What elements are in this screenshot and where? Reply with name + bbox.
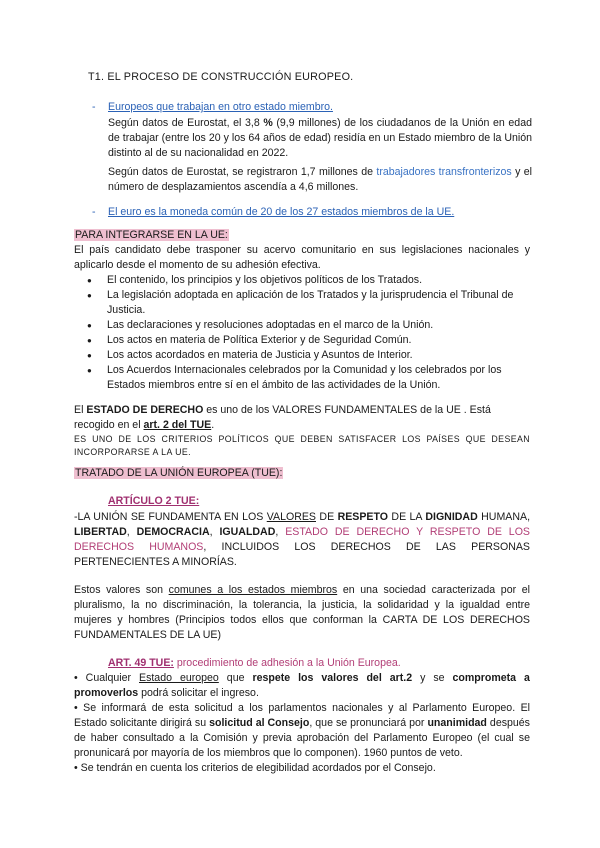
list-item: ● Los actos acordados en materia de Justicia y Asuntos de Interior.	[74, 348, 530, 363]
criterio-politico: ES UNO DE LOS CRITERIOS POLÍTICOS QUE DEBEN SATISFACER LOS PAÍSES QUE DESEAN INCORPORARSE A LA UE.	[74, 434, 530, 457]
list-item: ● Los actos en materia de Política Exterior y de Seguridad Común.	[74, 333, 530, 348]
list-item: ● El contenido, los principios y los objetivos políticos de los Tratados.	[74, 273, 530, 288]
section-heading: PARA INTEGRARSE EN LA UE:	[75, 229, 228, 241]
list-item	[92, 100, 532, 115]
tratado-heading: TRATADO DE LA UNIÓN EUROPEA (TUE):	[75, 467, 283, 479]
acervo-list	[74, 273, 530, 393]
art49-title: ART. 49 TUE: procedimiento de adhesión a la Unión Europea.	[108, 657, 401, 669]
dash-bullet: -	[92, 206, 96, 218]
art49-bullet-3: • Se tendrán en cuenta los criterios de elegibilidad acordados por el Consejo.	[74, 762, 436, 774]
integrar-intro: El país candidato debe trasponer su acervo comunitario en sus legislaciones nacionales y aplicarlo desde el momento de su adhesión efectiva.	[74, 244, 530, 271]
list-item: ● Los Acuerdos Internacionales celebrados por la Comunidad y los celebrados por los Estados miembros entre sí en el ámbito de las actividades de la Unión.	[74, 363, 530, 393]
dash-bullet: -	[92, 101, 96, 113]
link-transfronterizos[interactable]: trabajadores transfronterizos	[376, 166, 512, 178]
page-title: T1. EL PROCESO DE CONSTRUCCIÓN EUROPEO.	[88, 71, 354, 83]
list-item	[92, 205, 532, 220]
list-item: ● La legislación adoptada en aplicación de los Tratados y la jurisprudencia el Tribunal de Justicia.	[74, 288, 530, 318]
eurostat-section	[92, 100, 532, 220]
link-europeos[interactable]: Europeos que trabajan en otro estado miembro.	[108, 101, 333, 113]
integrar-section	[74, 228, 530, 459]
eurostat-para-2: Según datos de Eurostat, se registraron 1,7 millones de trabajadores transfronterizos y el número de desplazamientos ascendía a 4,6 millones.	[108, 166, 533, 193]
art49-body	[74, 671, 530, 776]
art49-bullet-2: • Se informará de esta solicitud a los parlamentos nacionales y al Parlamento Europeo. El Estado solicitante dirigirá su solicitud al Consejo, que se pronunciará por unanimidad después de haber consultado a la Comisión y previa aprobación del Parlamento Europeo (el cual se pronunicará por mayoría de los miembros que lo componen). 1960 puntos de veto.	[74, 702, 530, 759]
art2-title: ARTÍCULO 2 TUE:	[108, 495, 200, 507]
eurostat-para-1: Según datos de Eurostat, el 3,8 % (9,9 millones) de los ciudadanos de la Unión en edad de trabajar (entre los 20 y los 64 años de edad) residía en un Estado miembro de la Unión distinto al de su nacionalidad en 2022.	[108, 117, 532, 159]
link-euro[interactable]: El euro es la moneda común de 20 de los 27 estados miembros de la UE.	[108, 206, 455, 218]
list-item: ● Las declaraciones y resoluciones adoptadas en el marco de la Unión.	[74, 318, 530, 333]
art2-text: -LA UNIÓN SE FUNDAMENTA EN LOS VALORES DE RESPETO DE LA DIGNIDAD HUMANA, LIBERTAD, DEMOCRACIA, IGUALDAD, ESTADO DE DERECHO Y RESPETO DE LOS DERECHOS HUMANOS, INCLUIDOS LOS DERECHOS DE LAS PERSONAS PERTENECIENTES A MINORÍAS.	[74, 511, 531, 568]
valores-para: Estos valores son comunes a los estados miembros en una sociedad caracterizada por el pluralismo, la no discriminación, la tolerancia, la justicia, la solidaridad y la igualdad entre mujeres y hombres (Principios todos ellos que conforman la CARTA DE LOS DERECHOS FUNDAMENTALES DE LA UE)	[74, 584, 530, 641]
art49-bullet-1: • Cualquier Estado europeo que respete los valores del art.2 y se comprometa a promoverlos podrá solicitar el ingreso.	[74, 672, 530, 699]
estado-derecho-para: El ESTADO DE DERECHO es uno de los VALORES FUNDAMENTALES de la UE . Está recogido en el art. 2 del TUE.	[74, 404, 491, 431]
